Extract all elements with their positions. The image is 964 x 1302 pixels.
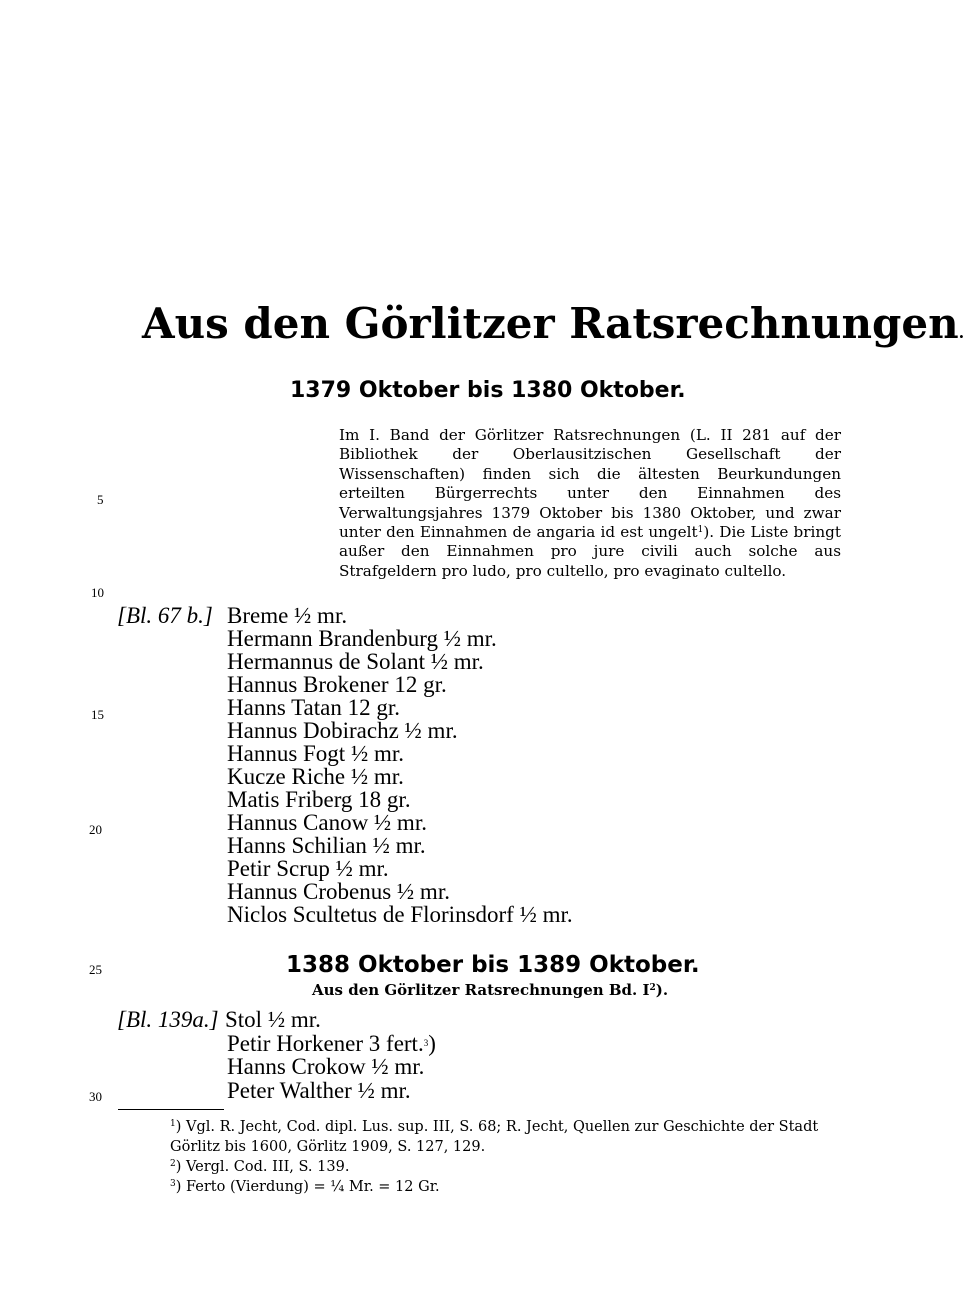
folio-reference: [Bl. 139a.] [117, 1007, 219, 1032]
list-item: Hanns Tatan 12 gr. [227, 695, 400, 720]
line-number-25: 25 [89, 962, 102, 977]
list-item: Hanns Schilian ½ mr. [227, 833, 426, 858]
page-title [142, 298, 964, 359]
list-item [117, 1008, 677, 1032]
section-2-heading: 1388 Oktober bis 1389 Oktober. [286, 952, 700, 978]
list-item [117, 604, 677, 627]
list-item: Hermann Brandenburg ½ mr. [227, 626, 497, 651]
list-item: Hannus Crobenus ½ mr. [227, 879, 450, 904]
entry-text: Stol ½ mr. [225, 1007, 321, 1032]
footnote-ref-2: 2 [649, 983, 656, 993]
list-item: Kucze Riche ½ mr. [227, 764, 404, 789]
list-item: Matis Friberg 18 gr. [227, 787, 411, 812]
section-2-source [312, 980, 668, 1000]
list-item: Hermannus de Solant ½ mr. [227, 649, 484, 674]
footnote-1 [118, 1117, 838, 1157]
list-item: Petir Scrup ½ mr. [227, 856, 389, 881]
footnote-mark: 3 [170, 1179, 176, 1189]
section-1-heading: 1379 Oktober bis 1380 Oktober. [290, 378, 686, 403]
line-number-15: 15 [91, 707, 104, 722]
page-title-text: Aus den Görlitzer Ratsrechnungen [142, 299, 959, 348]
entry-text: Breme ½ mr. [227, 603, 348, 628]
footnote-ref-1: 1 [697, 525, 704, 536]
list-item: Hannus Canow ½ mr. [227, 810, 427, 835]
line-number-20: 20 [89, 822, 102, 837]
footnote-divider [118, 1109, 224, 1110]
footnote-text: ) Vergl. Cod. III, S. 139. [175, 1159, 350, 1175]
section-2-entry-list [117, 1008, 677, 1102]
source-text: Aus den Görlitzer Ratsrechnungen Bd. I [312, 981, 650, 999]
line-number-5: 5 [97, 492, 104, 507]
folio-reference: [Bl. 67 b.] [117, 603, 213, 628]
footnote-3 [118, 1177, 838, 1197]
footnote-mark: 1 [170, 1119, 176, 1129]
footnote-text: ) Ferto (Vierdung) = ¼ Mr. = 12 Gr. [175, 1179, 440, 1195]
source-text-end: ). [655, 981, 669, 999]
footnotes [118, 1117, 838, 1197]
list-item: Hannus Fogt ½ mr. [227, 741, 404, 766]
section-1-intro [339, 426, 841, 581]
footnote-text: ) Vgl. R. Jecht, Cod. dipl. Lus. sup. III, S. 68; R. Jecht, Quellen zur Geschichte der Stadt Görlitz bis 1600, Görlitz 1909, S. 127, 129. [170, 1119, 819, 1155]
footnote-2 [118, 1157, 838, 1177]
list-item: Hanns Crokow ½ mr. [227, 1054, 425, 1079]
list-item [117, 1032, 677, 1056]
list-item: Niclos Scultetus de Florinsdorf ½ mr. [227, 902, 573, 927]
list-item: Hannus Dobirachz ½ mr. [227, 718, 458, 743]
list-item: Hannus Brokener 12 gr. [227, 672, 447, 697]
entry-text-end: ) [428, 1030, 436, 1056]
entry-text: Petir Horkener 3 fert. [227, 1030, 424, 1056]
line-number-10: 10 [91, 585, 104, 600]
intro-text: Im I. Band der Görlitzer Ratsrechnungen (L. II 281 auf der Bibliothek der Oberlausitzischen Gesellschaft der Wissenschaften) finden sich die ältesten Beurkundungen erteilten Bürgerrechts unter den Einnahmen des Verwaltungsjahres 1379 Oktober bis 1380 Oktober, und zwar unter den Einnahmen de angaria id est ungelt [339, 426, 841, 542]
list-item: Peter Walther ½ mr. [227, 1077, 411, 1103]
title-period: . [958, 323, 964, 342]
footnote-ref-3: 3 [423, 1037, 429, 1048]
section-1-entry-list [117, 604, 677, 926]
footnote-mark: 2 [170, 1159, 176, 1169]
intro-text-end: ). Die Liste bringt außer den Einnahmen pro jure civili auch solche aus Strafgeldern pro ludo, pro cultello, pro evaginato cultello. [339, 523, 841, 580]
line-number-30: 30 [89, 1089, 102, 1104]
